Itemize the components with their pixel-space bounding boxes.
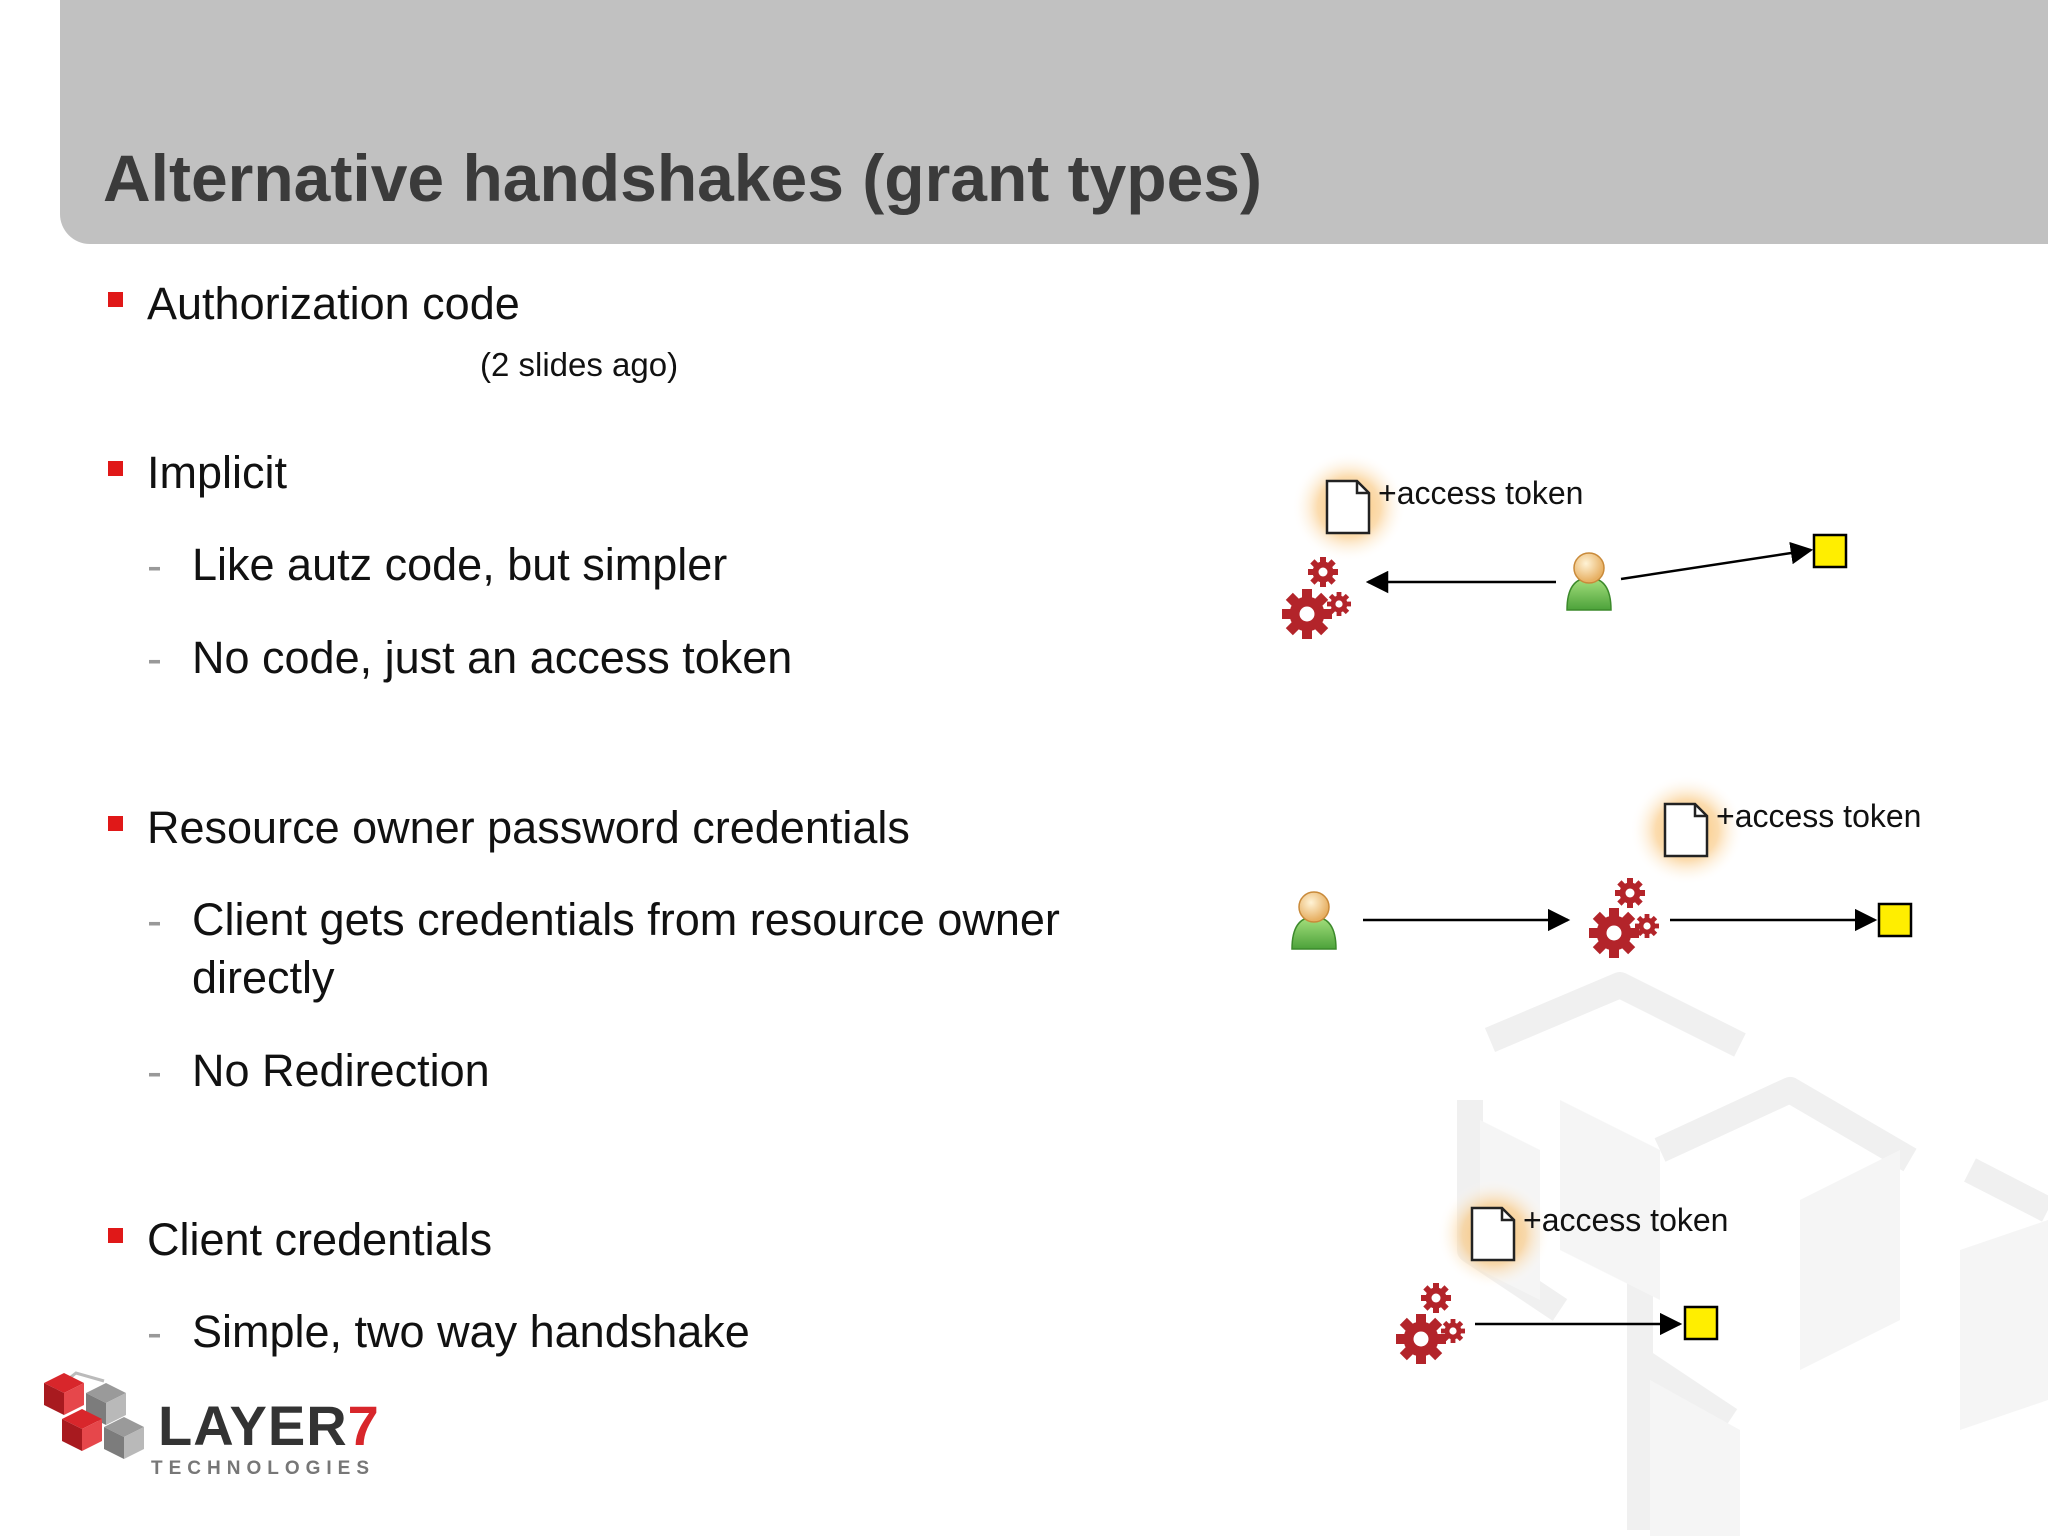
gears-icon: [1282, 557, 1351, 639]
sub-bullet-dash: -: [147, 1307, 162, 1358]
sub-bullet-dash: -: [147, 1046, 162, 1097]
user-icon: [1567, 553, 1611, 610]
implicit-sub-1: Like autz code, but simpler: [192, 539, 728, 590]
bullet-implicit: Implicit: [147, 447, 288, 498]
logo-wordmark: LAYER7: [158, 1394, 380, 1457]
client-credentials-sub-1: Simple, two way handshake: [192, 1306, 750, 1357]
user-icon: [1292, 892, 1336, 949]
logo-cubes-icon: [38, 1365, 158, 1485]
resource-owner-sub-1: Client gets credentials from resource owner directly: [192, 894, 1060, 1003]
implicit-sub-2: No code, just an access token: [192, 632, 793, 683]
logo-tagline: TECHNOLOGIES: [151, 1458, 376, 1479]
gears-icon: [1396, 1283, 1465, 1364]
slide-title: Alternative handshakes (grant types): [103, 141, 1262, 215]
resource-square-icon: [1814, 535, 1846, 567]
layer7-logo: [38, 1365, 398, 1485]
sub-bullet-dash: -: [147, 633, 162, 684]
password-token-label: +access token: [1716, 798, 1922, 834]
authorization-code-note: (2 slides ago): [480, 346, 679, 383]
sub-bullet-dash: -: [147, 895, 162, 946]
bullet-authorization-code: Authorization code: [147, 278, 520, 329]
document-icon: [1327, 481, 1369, 533]
implicit-token-label: +access token: [1378, 475, 1584, 511]
arrow: [1621, 550, 1811, 579]
resource-square-icon: [1879, 904, 1911, 936]
bullet-client-credentials: Client credentials: [147, 1214, 493, 1265]
document-icon: [1665, 804, 1707, 856]
gears-icon: [1589, 878, 1659, 958]
client-token-label: +access token: [1523, 1202, 1729, 1238]
sub-bullet-dash: -: [147, 540, 162, 591]
resource-owner-sub-2: No Redirection: [192, 1045, 490, 1096]
bullet-resource-owner: Resource owner password credentials: [147, 802, 910, 853]
resource-square-icon: [1685, 1307, 1717, 1339]
document-icon: [1472, 1208, 1514, 1260]
